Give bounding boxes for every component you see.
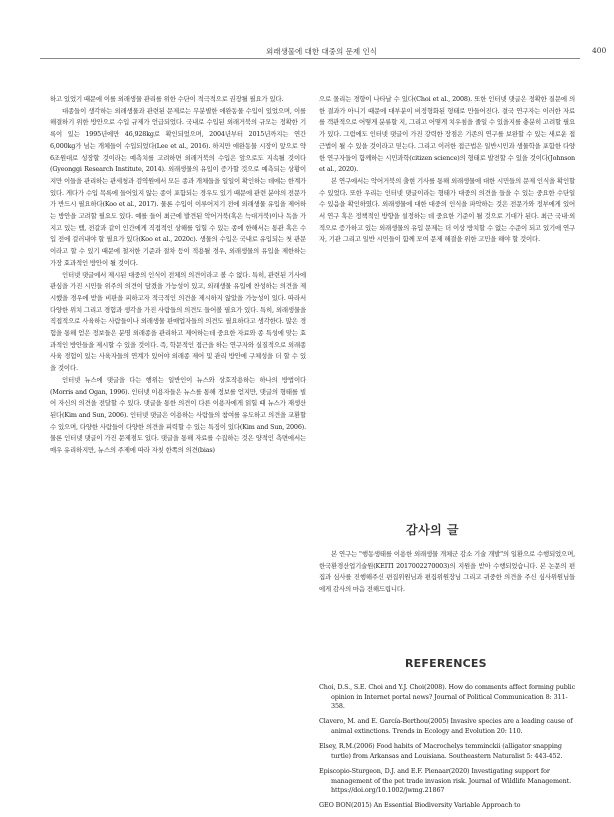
reference-item: Choi, D.S., S.E. Choi and Y.J. Choi(2008). How do comments affect forming public opinion in Internet portal news? Journal of Political Communication 8: 311-358. bbox=[319, 683, 576, 711]
paragraph: 인터넷 댓글에서 제시된 대중의 인식이 전체의 의견이라고 볼 수 없다. 특히, 관련된 기사에 관심을 가진 시민들 위주의 의견이 담겼을 가능성이 있고, 외래생물 유입에 찬성하는 의견을 제시했을 경우에 받을 비판을 피하고자 적극적인 의견을 제시하지 않았을 가능성이 있다. 따라서 다양한 위치 그리고 경험과 생각을 가진 사람들의 의견도 들어볼 필요가 있다. 특히, 외래생물을 직접적으로 사육하는 사람들이나 외래생물 판매업자들의 의견도 필요하다고 생각한다. 많은 경험을 통해 얻은 정보들은 분명 외래종을 관리하고 제어하는데 중요한 자료와 종 특성에 맞는 효과적인 방안들을 제시할 수 있을 것이다. 즉, 학문적인 접근을 하는 연구자와 실질적으로 외래종 사육 경험이 있는 사육자들의 연계가 있어야 외래종 제어 및 관리 방안에 구체성을 더 할 수 있을 것이다. bbox=[50, 270, 306, 373]
references-list bbox=[319, 683, 579, 817]
reference-item: Clavero, M. and E. García-Berthou(2005) Invasive species are a leading cause of animal extinctions. Trends in Ecology and Evolution 20: 110. bbox=[319, 717, 573, 735]
paragraph: 대종들이 생각하는 외래생물과 관련된 문제로는 무분별한 애완동물 수입이 있었으며, 이를 해결하기 위한 방안으로 수입 규제가 언급되었다. 국내로 수입된 외래거북의 규모는 정확한 기록이 있는 1995년에만 46,928kg로 확인되었으며, 2004년부터 2015년까지는 연간 6,000kg가 넘는 개체들이 수입되었다(Lee et al., 2016). 하지만 애완동물 시장이 앞으로 약 6조원대로 성장할 것이라는 예측치를 고려하면 외래거북의 수입은 앞으로도 지속될 것이다(Gyeonggi Research Institute, 2014). 외래생물의 유입이 증가할 것으로 예측되는 상황이지만 이들을 관리하는 관세청과 검역원에서 모든 종과 개체들을 일일이 확인하는 데에는 한계가 있다. 게다가 수입 목록에 들어있지 않는 종이 포함되는 경우도 있기 때문에 관련 분야의 전문가가 반드시 필요하다(Koo et al., 2017). 물론 수입이 이루어지기 전에 외래생물 유입을 제어하는 방안을 고려할 필요도 있다. 예를 들어 최근에 발견된 악어거북(혹은 늑대거북)이나 독을 가지고 있는 뱀, 전갈과 같이 인간에게 직접적인 상해를 입힐 수 있는 종에 한해서는 통관 혹은 수입 전에 걸러내야 할 필요가 있다(Koo et al., 2020c). 생물의 수입은 국내로 유입되는 첫 관문이라고 할 수 있기 때문에 철저한 기준과 절차 등이 적용될 경우, 외래생물의 유입을 제한하는 가장 효과적인 방안이 될 것이다. bbox=[50, 106, 306, 267]
reference-item: GEO BON(2015) An Essential Biodiversity Variable Approach to bbox=[319, 801, 521, 810]
paragraph: 으로 몰리는 경향이 나타날 수 있다(Choi et al., 2008). 또한 인터넷 댓글은 정확한 질문에 의한 결과가 아니기 때문에 대부분이 비정형화된 형태로 만들어진다. 결국 연구자는 이러한 자료를 객관적으로 어떻게 분류할 지, 그리고 어떻게 치우침을 줄일 수 있을지를 충분히 고려할 필요가 있다. 그럼에도 인터넷 댓글이 가진 강력한 장점은 기존의 연구를 보완할 수 있는 새로운 접근법이 될 수 있을 것이라고 믿는다. 그리고 이러한 접근법은 일반시민과 생물학을 포함한 다양한 연구자들이 함께하는 시민과학(citizen science)의 형태로 발전할 수 있을 것이다(Johnson et al., 2020). bbox=[319, 95, 575, 174]
acknowledgment-body: 본 연구는 "행동생태를 이용한 외래생물 개체군 감소 기술 개발"의 일환으로 수행되었으며, 한국환경산업기술원(KEITI 2017002270003)의 지원을 받아 수행되었습니다. 본 논문의 편집과 심사를 진행해주신 편집위원님과 편집위원장님 그리고 귀중한 의견을 주신 심사위원님들에게 감사의 마음 전해드립니다. bbox=[319, 550, 575, 594]
page-header bbox=[40, 40, 607, 60]
paragraph: 본 연구에서는 악어거북의 출현 기사를 통해 외래생물에 대한 시민들의 문제 인식을 확인할 수 있었다. 또한 우리는 인터넷 댓글이라는 형태가 대중의 의견을 들을 수 있는 중요한 수단일 수 있음을 확인하였다. 외래생물에 대한 대중의 인식을 파악하는 것은 전문가와 정부에게 있어서 연구 혹은 정책적인 방향을 설정하는 데 중요한 기준이 될 것으로 기대가 된다. 최근 국내·외적으로 증가하고 있는 외래생물의 유입 문제는 더 이상 방치할 수 없는 수준이 되고 있기에 연구자, 기관 그리고 일반 시민들이 함께 모여 문제 해결을 위한 고민을 해야 할 것이다. bbox=[319, 176, 575, 244]
running-title: 외래생물에 대한 대중의 문제 인식 bbox=[266, 47, 377, 56]
references-heading: REFERENCES bbox=[405, 657, 487, 670]
reference-item: Episcopio-Sturgeon, D.J. and E.F. Pienaar(2020) Investigating support for management of the pet trade invasion risk. Journal of Wildlife Management. https://doi.org/10.1002/jwmg.21867 bbox=[319, 766, 572, 795]
paragraph: 하고 있었기 때문에 이를 외래생물 관리를 위한 수단이 적극적으로 권장될 필요가 있다. bbox=[50, 95, 284, 103]
right-column bbox=[319, 94, 575, 246]
paragraph: 인터넷 뉴스에 댓글을 다는 행위는 일반인이 뉴스와 상호작용하는 하나의 방법이다(Morris and Ogan, 1996). 인터넷 이용자들은 뉴스를 통해 정보를 얻지만, 댓글의 형태를 빌어 자신의 의견을 전달할 수 있다. 댓글을 통한 의견이 다른 이용자에게 읽힐 때 뉴스가 재생산된다(Kim and Sun, 2006). 인터넷 댓글은 이용하는 사람들의 참여를 유도하고 의견을 교환할 수 있으며, 다양한 사람들이 다양한 의견을 피력할 수 있는 특징이 있다(Kim and Sun, 2006). 물론 인터넷 댓글이 가진 문제점도 있다. 댓글을 통해 자료를 수집하는 것은 양적인 측면에서는 매우 유리하지만, 뉴스의 주제에 따라 자칫 한쪽의 의견(bias) bbox=[50, 375, 306, 455]
page-number: 400 bbox=[592, 46, 607, 55]
left-column bbox=[50, 94, 306, 457]
acknowledgment-heading: 감사의 글 bbox=[406, 523, 460, 537]
header-rule bbox=[40, 58, 580, 59]
reference-item: Elsey, R.M.(2006) Food habits of Macrochelys temminckii (alligator snapping turtle) from Arkansas and Louisiana. Southeastern Naturalist 5: 443-452. bbox=[319, 742, 563, 760]
